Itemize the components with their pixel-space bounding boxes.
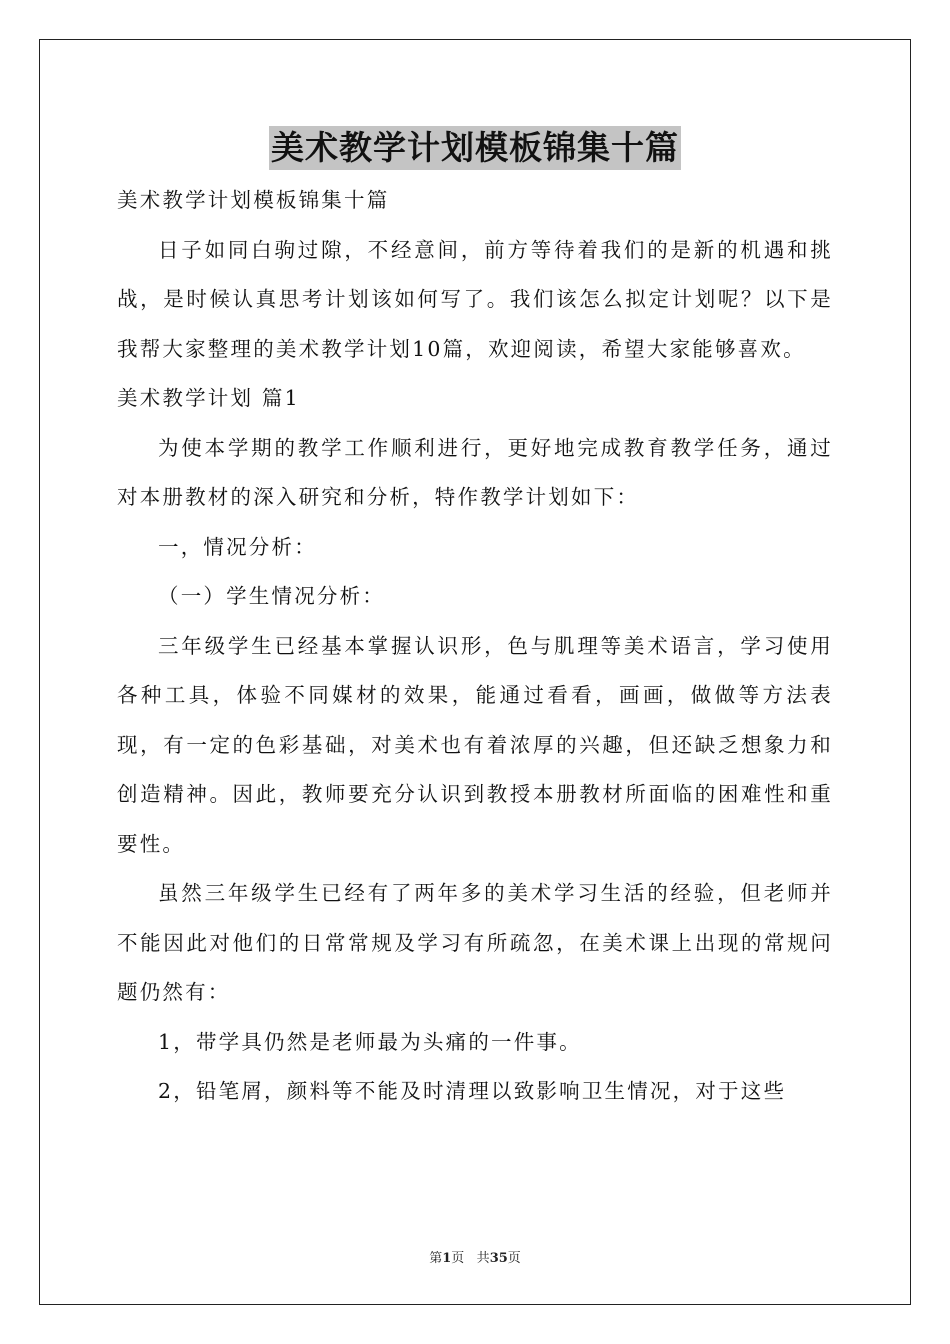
total-pages: 35 [489, 1251, 508, 1266]
document-title: 美术教学计划模板锦集十篇 [269, 126, 681, 170]
paragraph: 为使本学期的教学工作顺利进行，更好地完成教育教学任务，通过对本册教材的深入研究和分析，特作教学计划如下： [117, 435, 833, 509]
page-prefix: 第 [429, 1251, 443, 1266]
total-suffix: 页 [507, 1251, 521, 1266]
paragraph-subheading: （一）学生情况分析： [158, 584, 385, 608]
page-footer [0, 1247, 950, 1266]
title-container [0, 126, 950, 170]
document-subtitle: 美术教学计划模板锦集十篇 [117, 188, 390, 212]
page-number: 1 [442, 1251, 452, 1266]
document-body [117, 176, 833, 1117]
page-suffix: 页 [451, 1251, 465, 1266]
paragraph-heading: 一，情况分析： [158, 534, 317, 559]
total-prefix: 共 [476, 1251, 490, 1266]
list-item: 1，带学具仍然是老师最为头痛的一件事。 [158, 1029, 582, 1054]
section-heading: 美术教学计划 篇1 [117, 386, 300, 410]
paragraph: 虽然三年级学生已经有了两年多的美术学习生活的经验，但老师并不能因此对他们的日常常规及学习有所疏忽，在美术课上出现的常规问题仍然有： [117, 881, 833, 1004]
paragraph: 三年级学生已经基本掌握认识形，色与肌理等美术语言，学习使用各种工具，体验不同媒材的效果，能通过看看，画画，做做等方法表现，有一定的色彩基础，对美术也有着浓厚的兴趣，但还缺乏想象力和创造精神。因此，教师要充分认识到教授本册教材所面临的困难性和重要性。 [117, 633, 833, 856]
paragraph-intro: 日子如同白驹过隙，不经意间，前方等待着我们的是新的机遇和挑战，是时候认真思考计划该如何写了。我们该怎么拟定计划呢？以下是我帮大家整理的美术教学计划10篇，欢迎阅读，希望大家能够喜欢。 [117, 237, 833, 361]
list-item: 2，铅笔屑，颜料等不能及时清理以致影响卫生情况，对于这些 [158, 1079, 787, 1103]
